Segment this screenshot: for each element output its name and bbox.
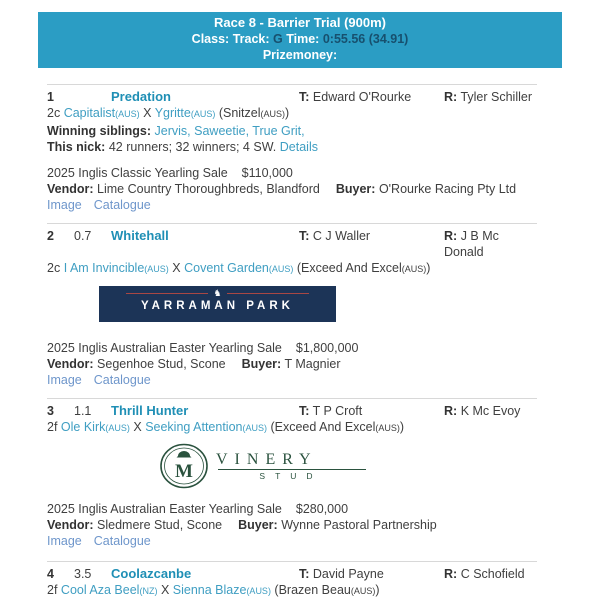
winning-siblings-label: Winning siblings:: [47, 124, 152, 138]
vendor-buyer-line: [47, 517, 537, 533]
damsire-text: (Exceed And Excel: [270, 420, 376, 434]
rider-label: R:: [444, 404, 458, 418]
winning-siblings-line: [47, 123, 537, 139]
vinery-subname: STUD: [259, 471, 323, 481]
dam-country: (AUS): [242, 423, 267, 433]
rider-label: R:: [444, 90, 458, 104]
vendor-label: Vendor:: [47, 518, 94, 532]
sale-block: [47, 340, 537, 388]
race-results-page: [0, 12, 600, 600]
trainer-name: David Payne: [312, 567, 384, 581]
image-link[interactable]: Image: [47, 534, 82, 548]
red-rule-right: [227, 293, 309, 294]
age-sex: 2c: [47, 261, 61, 275]
trainer-label: T:: [299, 229, 310, 243]
catalogue-link[interactable]: Catalogue: [93, 534, 151, 548]
track-label: Track:: [232, 32, 270, 46]
vendor-name: Lime Country Thoroughbreds, Blandford: [97, 182, 320, 196]
horse-margin: 3.5: [74, 567, 92, 581]
race-title: Race 8 - Barrier Trial (900m): [214, 15, 386, 30]
rider-name: K Mc Evoy: [460, 404, 521, 418]
rider-label: R:: [444, 229, 458, 243]
track-value: G: [273, 32, 283, 46]
horse-margin: 0.7: [74, 229, 92, 243]
rider-name: Tyler Schiller: [460, 90, 532, 104]
results-list: [47, 84, 537, 600]
buyer-name: O'Rourke Racing Pty Ltd: [378, 182, 517, 196]
file-links: [47, 533, 537, 549]
details-link[interactable]: Details: [279, 140, 318, 154]
trainer-name: T P Croft: [312, 404, 363, 418]
dam-link[interactable]: Covent Garden: [184, 261, 269, 275]
horse-name-link[interactable]: Thrill Hunter: [111, 403, 189, 418]
close-paren: ): [375, 583, 380, 597]
yarraman-park-logo[interactable]: [99, 286, 336, 322]
nick-stats-line: [47, 139, 537, 155]
cross-symbol: X: [143, 106, 152, 120]
sale-price: $280,000: [295, 502, 349, 516]
sire-country: (AUS): [144, 264, 169, 274]
file-links: [47, 372, 537, 388]
dam-country: (AUS): [246, 586, 271, 596]
age-sex: 2f: [47, 583, 58, 597]
nick-label: This nick:: [47, 140, 106, 154]
sibling-link[interactable]: True Grit,: [252, 124, 305, 138]
horse-number: 2: [47, 229, 54, 243]
catalogue-link[interactable]: Catalogue: [93, 373, 151, 387]
time-label: Time:: [286, 32, 320, 46]
file-links: [47, 197, 537, 213]
image-link[interactable]: Image: [47, 373, 82, 387]
cross-symbol: X: [133, 420, 142, 434]
damsire-text: (Exceed And Excel: [296, 261, 402, 275]
damsire-country: (AUS): [260, 109, 285, 119]
catalogue-link[interactable]: Catalogue: [93, 198, 151, 212]
buyer-label: Buyer:: [241, 357, 282, 371]
entry-row-4: [47, 562, 537, 600]
entry-head: [47, 85, 537, 105]
sale-line: [47, 501, 537, 517]
age-sex: 2f: [47, 420, 58, 434]
pedigree-line: [47, 260, 537, 278]
damsire-text: (Snitzel: [218, 106, 261, 120]
pedigree-line: [47, 105, 537, 123]
sire-country: (AUS): [105, 423, 130, 433]
horse-number: 4: [47, 567, 54, 581]
prizemoney-label: Prizemoney:: [262, 48, 338, 62]
dam-link[interactable]: Seeking Attention: [145, 420, 243, 434]
close-paren: ): [399, 420, 405, 434]
trainer-name: Edward O'Rourke: [312, 90, 412, 104]
horse-number: 1: [47, 90, 54, 104]
pedigree-line: [47, 582, 537, 600]
cross-symbol: X: [172, 261, 181, 275]
rider-label: R:: [444, 567, 458, 581]
age-sex: 2c: [47, 106, 61, 120]
sale-price: $110,000: [241, 166, 293, 180]
nick-stats: 42 runners; 32 winners; 4 SW.: [108, 140, 277, 154]
horse-number: 3: [47, 404, 54, 418]
vendor-buyer-line: [47, 181, 537, 197]
sale-block: [47, 165, 537, 213]
dam-country: (AUS): [190, 109, 216, 119]
trainer-label: T:: [299, 567, 310, 581]
damsire-country: (AUS): [350, 586, 376, 596]
time-value: 0:55.56 (34.91): [322, 32, 409, 46]
green-rule: [218, 469, 366, 470]
race-conditions-line: [38, 31, 562, 47]
buyer-name: Wynne Pastoral Partnership: [281, 518, 437, 532]
class-label: Class:: [191, 32, 230, 46]
damsire-country: (AUS): [375, 423, 400, 433]
vendor-logo-text: YARRAMAN PARK: [141, 300, 294, 312]
buyer-label: Buyer:: [238, 518, 278, 532]
entry-row-3: [47, 399, 537, 561]
logo-ornament: [99, 286, 336, 298]
vinery-emblem-icon: [159, 443, 209, 489]
image-link[interactable]: Image: [47, 198, 82, 212]
sire-link[interactable]: I Am Invincible: [63, 261, 145, 275]
entry-head: [47, 224, 537, 260]
vendor-name: Sledmere Stud, Scone: [97, 518, 223, 532]
horse-icon: ♞: [213, 288, 222, 298]
entry-head: [47, 399, 537, 419]
trainer-label: T:: [299, 90, 310, 104]
cross-symbol: X: [160, 583, 170, 597]
buyer-name: T Magnier: [284, 357, 341, 371]
sire-link[interactable]: Cool Aza Beel: [60, 583, 140, 597]
dam-link[interactable]: Ygritte: [154, 106, 191, 120]
sire-country: (AUS): [115, 109, 140, 119]
close-paren: ): [285, 106, 290, 120]
horse-name-link[interactable]: Coolazcanbe: [111, 566, 192, 581]
entry-head: [47, 562, 537, 582]
sale-line: [47, 165, 537, 181]
vendor-label: Vendor:: [47, 357, 94, 371]
horse-margin: 1.1: [74, 404, 92, 418]
sale-title: 2025 Inglis Classic Yearling Sale: [47, 166, 228, 180]
damsire-text: (Brazen Beau: [274, 583, 351, 597]
red-rule-left: [126, 293, 208, 294]
horse-name-link[interactable]: Predation: [111, 89, 171, 104]
entry-row-1: [47, 85, 537, 223]
pedigree-line: [47, 419, 537, 437]
sale-price: $1,800,000: [295, 341, 359, 355]
vinery-stud-logo[interactable]: [159, 443, 537, 489]
horse-margin: [74, 89, 111, 105]
sire-country: (NZ): [139, 586, 158, 596]
buyer-label: Buyer:: [335, 182, 376, 196]
entry-row-2: [47, 224, 537, 398]
sire-link[interactable]: Capitalist: [63, 106, 116, 120]
trainer-label: T:: [299, 404, 310, 418]
sire-link[interactable]: Ole Kirk: [60, 420, 106, 434]
dam-link[interactable]: Sienna Blaze: [172, 583, 247, 597]
vinery-name: VINERY: [216, 451, 318, 468]
sale-title: 2025 Inglis Australian Easter Yearling Sale: [47, 502, 282, 516]
svg-text:M: M: [175, 461, 193, 482]
vendor-logo-text: [216, 451, 366, 481]
sale-line: [47, 340, 537, 356]
horse-name-link[interactable]: Whitehall: [111, 228, 169, 243]
vendor-label: Vendor:: [47, 182, 94, 196]
vendor-name: Segenhoe Stud, Scone: [97, 357, 226, 371]
rider-name: J B Mc Donald: [444, 229, 499, 259]
rider-name: C Schofield: [460, 567, 525, 581]
sale-title: 2025 Inglis Australian Easter Yearling Sale: [47, 341, 282, 355]
sale-block: [47, 501, 537, 549]
vendor-buyer-line: [47, 356, 537, 372]
trainer-name: C J Waller: [312, 229, 371, 243]
sibling-link[interactable]: Jervis,: [154, 124, 191, 138]
damsire-country: (AUS): [401, 264, 427, 274]
dam-country: (AUS): [268, 264, 294, 274]
sibling-link[interactable]: Saweetie,: [194, 124, 250, 138]
close-paren: ): [426, 261, 431, 275]
race-header-banner: [38, 12, 562, 68]
